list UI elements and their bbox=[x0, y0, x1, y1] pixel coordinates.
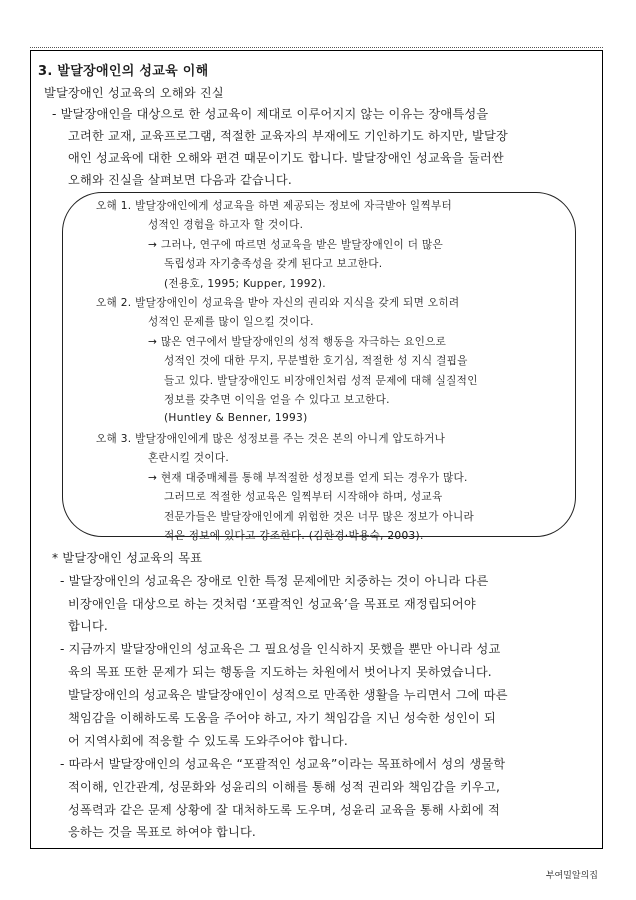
goal-line: 합니다. bbox=[68, 619, 108, 633]
intro-line: 오해와 진실을 살펴보면 다음과 같습니다. bbox=[68, 173, 292, 187]
truth-3-cont: 전문가들은 발달장애인에게 위험한 것은 너무 많은 정보가 아니라 bbox=[164, 511, 475, 523]
goal-line: - 지금까지 발달장애인의 성교육은 그 필요성을 인식하지 못했을 뿐만 아니라 성교 bbox=[60, 642, 501, 656]
goal-line: 육의 목표 또한 문제가 되는 행동을 지도하는 차원에서 벗어나지 못하였습니다. bbox=[68, 665, 492, 679]
misconception-1-cont: 성적인 경험을 하고자 할 것이다. bbox=[148, 219, 304, 231]
truth-3-cont: 적은 정보에 있다고 강조한다. (김한경·박용숙, 2003). bbox=[164, 530, 424, 542]
goal-line: 응하는 것을 목표로 하여야 합니다. bbox=[68, 825, 256, 839]
misconception-2-cont: 성적인 문제를 많이 일으킬 것이다. bbox=[148, 316, 314, 328]
goal-line: 성폭력과 같은 문제 상황에 잘 대처하도록 도우며, 성윤리 교육을 통해 사회에 적 bbox=[68, 803, 501, 817]
goal-line: 적이해, 인간관계, 성문화와 성윤리의 이해를 통해 성적 권리와 책임감을 키우고, bbox=[68, 780, 501, 794]
misconception-3-cont: 혼란시킬 것이다. bbox=[148, 452, 230, 464]
top-dotted-rule bbox=[30, 47, 603, 49]
misconception-2: 오해 2. 발달장애인이 성교육을 받아 자신의 권리와 지식을 갖게 되면 오히려 bbox=[96, 297, 460, 309]
intro-line: - 발달장애인을 대상으로 한 성교육이 제대로 이루어지지 않는 이유는 장애특성을 bbox=[52, 107, 489, 121]
section-title: 3. 발달장애인의 성교육 이해 bbox=[38, 64, 209, 79]
truth-2-cont: 성적인 것에 대한 무지, 무분별한 호기심, 적절한 성 지식 결핍을 bbox=[164, 355, 468, 367]
misconception-3: 오해 3. 발달장애인에게 많은 성정보를 주는 것은 본의 아니게 압도하거나 bbox=[96, 433, 446, 445]
misconception-1: 오해 1. 발달장애인에게 성교육을 하면 제공되는 정보에 자극받아 일찍부터 bbox=[96, 200, 453, 212]
truth-3: → 현재 대중매체를 통해 부적절한 성정보를 얻게 되는 경우가 많다. bbox=[148, 472, 468, 484]
truth-3-cont: 그러므로 적절한 성교육은 일찍부터 시작해야 하며, 성교육 bbox=[164, 491, 443, 503]
footer-organization: 부여밀알의집 bbox=[545, 871, 598, 881]
intro-line: 고려한 교재, 교육프로그램, 적절한 교육자의 부재에도 기인하기도 하지만, 발달장 bbox=[68, 129, 508, 143]
goal-line: 책임감을 이해하도록 도움을 주어야 하고, 자기 책임감을 지닌 성숙한 성인이 되 bbox=[68, 711, 496, 725]
goal-line: 비장애인을 대상으로 하는 것처럼 ‘포괄적인 성교육’을 목표로 재정립되어야 bbox=[68, 597, 476, 611]
goal-line: 어 지역사회에 적응할 수 있도록 도와주어야 합니다. bbox=[68, 734, 348, 748]
truth-2-cont: 정보를 갖추면 이익을 얻을 수 있다고 보고한다. bbox=[164, 394, 390, 406]
goal-line: 발달장애인의 성교육은 발달장애인이 성적으로 만족한 생활을 누리면서 그에 따른 bbox=[68, 688, 508, 702]
truth-1: → 그러나, 연구에 따르면 성교육을 받은 발달장애인이 더 많은 bbox=[148, 239, 443, 251]
truth-1-cont: 독립성과 자기충족성을 갖게 된다고 보고한다. bbox=[164, 258, 383, 270]
intro-line: 애인 성교육에 대한 오해와 편견 때문이기도 합니다. 발달장애인 성교육을 둘러싼 bbox=[68, 151, 504, 165]
goal-line: - 발달장애인의 성교육은 장애로 인한 특정 문제에만 치중하는 것이 아니라 다른 bbox=[60, 574, 489, 588]
goals-heading: * 발달장애인 성교육의 목표 bbox=[52, 551, 203, 565]
subtitle: 발달장애인 성교육의 오해와 진실 bbox=[44, 86, 224, 100]
truth-2: → 많은 연구에서 발달장애인의 성적 행동을 자극하는 요인으로 bbox=[148, 336, 447, 348]
citation-2: (Huntley & Benner, 1993) bbox=[164, 412, 308, 424]
goal-line: - 따라서 발달장애인의 성교육은 “포괄적인 성교육”이라는 목표하에서 성의 생물학 bbox=[60, 757, 506, 771]
citation-1: (전용호, 1995; Kupper, 1992). bbox=[164, 278, 326, 290]
truth-2-cont: 들고 있다. 발달장애인도 비장애인처럼 성적 문제에 대해 실질적인 bbox=[164, 375, 478, 387]
